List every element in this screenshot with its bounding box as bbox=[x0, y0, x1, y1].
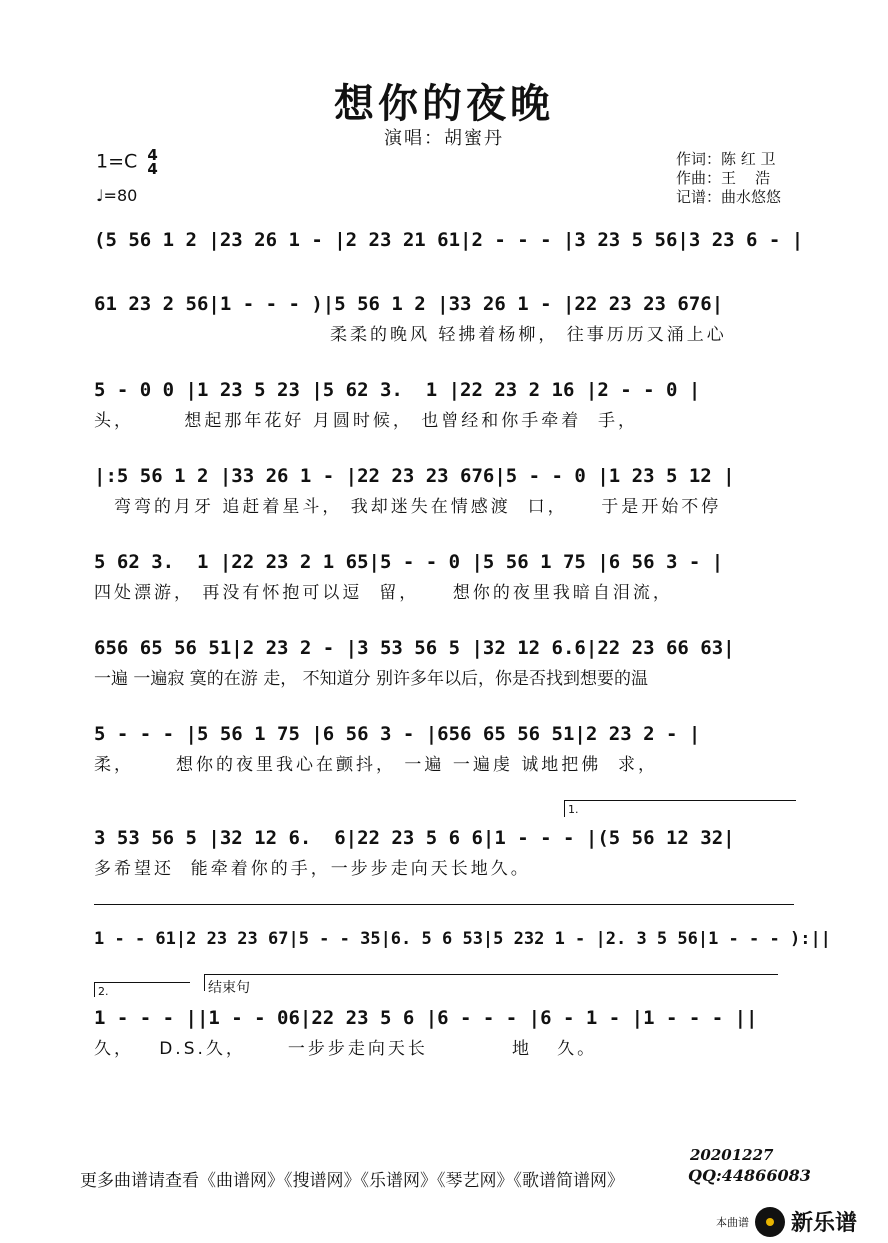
transcriber-credit: 记谱：曲水悠悠 bbox=[676, 188, 782, 206]
credits-block bbox=[676, 150, 781, 207]
notes-row: 5 - 0 0 |1 23 5 23 |5 62 3. 1 |22 23 2 16 |2 - - 0 | bbox=[94, 379, 701, 401]
notes-row: (5 56 1 2 |23 26 1 - |2 23 21 61|2 - - - |3 23 5 56|3 23 6 - | bbox=[94, 229, 804, 251]
notes-row: 5 62 3. 1 |22 23 2 1 65|5 - - 0 |5 56 1 75 |6 56 3 - | bbox=[94, 551, 724, 573]
notes-row: 1 - - - ||1 - - 06|22 23 5 6 |6 - - - |6 - 1 - |1 - - - || bbox=[94, 1007, 758, 1029]
score-line-5 bbox=[94, 548, 794, 606]
score-line-9 bbox=[94, 904, 831, 953]
score-line-8 bbox=[94, 824, 794, 882]
time-signature bbox=[147, 148, 157, 176]
coda-bracket bbox=[204, 974, 778, 996]
score-line-7 bbox=[94, 720, 794, 778]
second-ending-bracket bbox=[94, 982, 190, 997]
singer-credit: 演唱：胡蜜丹 bbox=[384, 128, 504, 149]
score-line-1 bbox=[94, 226, 804, 254]
date-stamp: 20201227 bbox=[690, 1146, 774, 1164]
lyric-row: 四处漂游， 再没有怀抱可以逗 留， 想你的夜里我暗自泪流， bbox=[94, 583, 673, 603]
lyric-row: 柔柔的晚风 轻拂着杨柳， 往事历历又涌上心 bbox=[330, 325, 727, 345]
logo-brand: 新乐谱 bbox=[791, 1211, 858, 1236]
page-title: 想你的夜晚 bbox=[334, 80, 554, 127]
notes-row: 656 65 56 51|2 23 2 - |3 53 56 5 |32 12 6.6|22 23 66 63| bbox=[94, 637, 735, 659]
lyric-row: 弯弯的月牙 追赶着星斗， 我却迷失在情感渡 口， 于是开始不停 bbox=[114, 497, 722, 517]
site-logo bbox=[716, 1206, 857, 1237]
record-icon bbox=[755, 1207, 785, 1237]
score-line-4 bbox=[94, 462, 794, 520]
first-ending-bracket bbox=[564, 800, 796, 817]
lyric-row: 头， 想起那年花好 月圆时候， 也曾经和你手牵着 手， bbox=[94, 411, 639, 431]
score-line-3 bbox=[94, 376, 794, 434]
lyric-row: 柔， 想你的夜里我心在颤抖， 一遍 一遍虔 诚地把佛 求， bbox=[94, 755, 659, 775]
lyric-row: 一遍 一遍寂 寞的在游 走， 不知道分 别许多年以后，你是否找到想要的温 bbox=[94, 669, 649, 689]
lyric-row: 久， D.S.久， 一步步走向天长 地 久。 bbox=[94, 1039, 598, 1059]
first-ending-label: 1. bbox=[568, 803, 579, 816]
composer-credit: 作曲：王 浩 bbox=[676, 169, 771, 187]
lyric-row: 多希望还 能牵着你的手，一步步走向天长地久。 bbox=[94, 859, 531, 879]
time-sig-top: 4 bbox=[147, 146, 158, 164]
lyricist-credit: 作词：陈 红 卫 bbox=[676, 150, 776, 168]
score-line-10 bbox=[94, 1004, 794, 1062]
qq-contact: QQ:44866083 bbox=[688, 1166, 811, 1185]
key-signature bbox=[96, 148, 158, 176]
notes-row: 5 - - - |5 56 1 75 |6 56 3 - |656 65 56 51|2 23 2 - | bbox=[94, 723, 701, 745]
second-ending-label: 2. bbox=[98, 985, 109, 998]
notes-row: 3 53 56 5 |32 12 6. 6|22 23 5 6 6|1 - - - |(5 56 12 32| bbox=[94, 827, 735, 849]
time-sig-bottom: 4 bbox=[147, 160, 158, 178]
score-line-2 bbox=[94, 290, 794, 348]
notes-row: |:5 56 1 2 |33 26 1 - |22 23 23 676|5 - - 0 |1 23 5 12 | bbox=[94, 465, 735, 487]
coda-label: 结束句 bbox=[208, 980, 250, 996]
logo-caption: 本曲谱 bbox=[716, 1215, 749, 1229]
key-label: 1=C bbox=[96, 150, 138, 173]
score-line-6 bbox=[94, 634, 794, 692]
tempo-marking: ♩=80 bbox=[96, 186, 138, 205]
notes-row: 1 - - 61|2 23 23 67|5 - - 35|6. 5 6 53|5 232 1 - |2. 3 5 56|1 - - - ):|| bbox=[94, 929, 831, 949]
footer-note: 更多曲谱请查看《曲谱网》《搜谱网》《乐谱网》《琴艺网》《歌谱简谱网》 bbox=[80, 1171, 624, 1191]
notes-row: 61 23 2 56|1 - - - )|5 56 1 2 |33 26 1 - |22 23 23 676| bbox=[94, 293, 724, 315]
